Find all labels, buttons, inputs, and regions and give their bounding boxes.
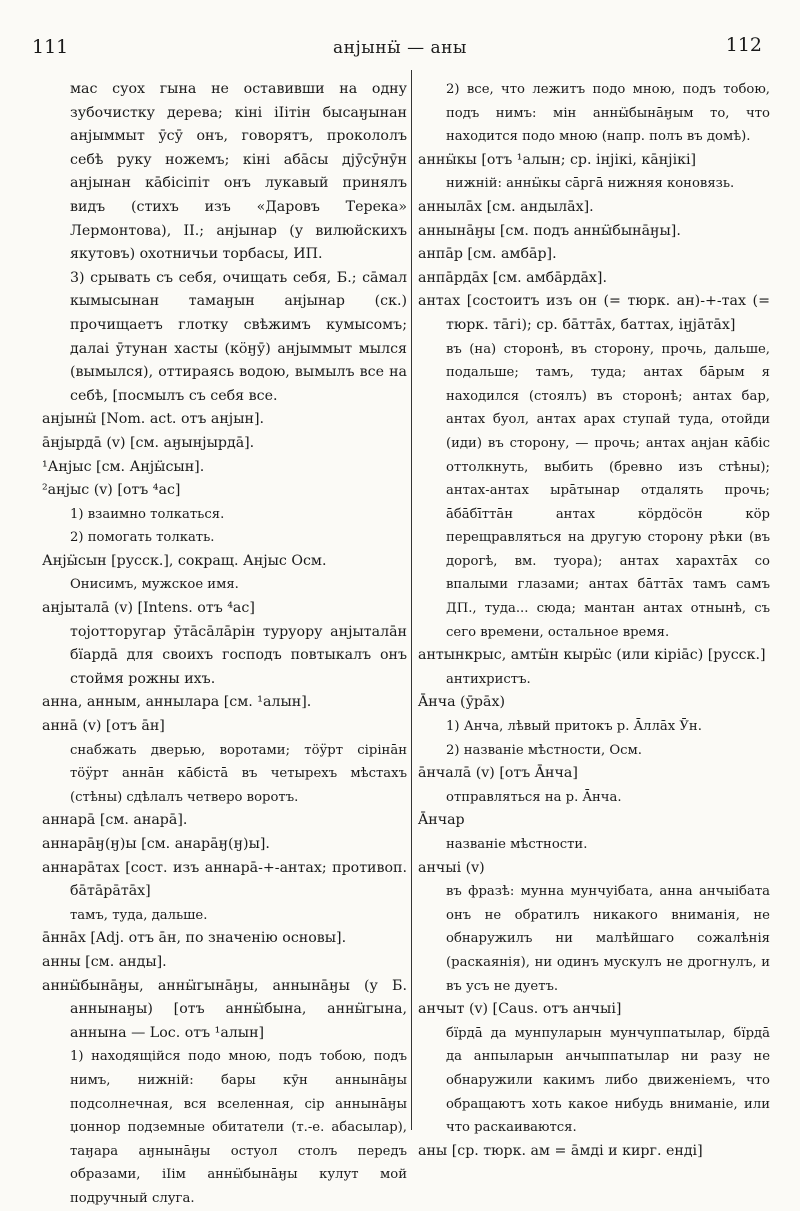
page-number-right: 112 bbox=[725, 34, 762, 56]
running-head: анјынӹ — аны bbox=[333, 38, 467, 58]
dictionary-entry: анпāр [см. амбāр]. bbox=[418, 246, 557, 263]
dictionary-entry: анны [см. анды]. bbox=[42, 953, 167, 970]
dictionary-entry: анчыт (v) [Caus. отъ анчыі] bbox=[418, 1001, 622, 1018]
entry-definition: названіе мѣстности. bbox=[446, 837, 588, 852]
dictionary-entry: аннарāтах [сост. изъ аннарā-+-антах; противоп. бāтāрāтāх] bbox=[42, 859, 407, 900]
entry-definition: 2) все, что лежитъ подо мною, подъ тобою, подъ нимъ: мін аннӹбынāӈым то, что находится подо мною (напр. полъ въ домѣ). bbox=[446, 82, 770, 145]
right-column bbox=[418, 78, 770, 1163]
dictionary-entry: ¹Анјыс [см. Анјӹсын]. bbox=[42, 458, 205, 475]
dictionary-entry: анпāрдāх [см. амбāрдāх]. bbox=[418, 269, 607, 286]
dictionary-entry: анјынӹ [Nom. act. отъ анјын]. bbox=[42, 411, 264, 428]
entry-definition: нижній: аннӹкы сāргā нижняя коновязь. bbox=[446, 176, 735, 192]
entry-definition: отправляться на р. Āнча. bbox=[446, 789, 622, 805]
page-header bbox=[0, 36, 800, 66]
dictionary-entry: Āнчар bbox=[418, 812, 465, 829]
dictionary-entry: ²анјыс (v) [отъ ⁴ас] bbox=[42, 482, 181, 499]
dictionary-entry: Анјӹсын [русск.], сокращ. Анјыс Осм. bbox=[42, 552, 327, 569]
entry-definition: въ фразѣ: мунна мунчуібата, анна анчыібата онъ не обратилъ никакого вниманія, не обнаружилъ ни малѣйшаго сожалѣнія (раскаянія), ни одинъ мускулъ не дрогнулъ, и въ усъ не дуетъ. bbox=[446, 884, 770, 994]
entry-definition: 1) находящійся подо мною, подъ тобою, подъ нимъ, нижній: бары кӯн аннынāӈы подсолнечная, вся вселенная, сір аннынāӈы џоннор подземные обитатели (т.-е. абасылар), таӈара аӈнынāӈы остуол столъ передъ образами, іІім аннӹбынāӈы кулут мой подручный слуга. bbox=[70, 1049, 407, 1206]
dictionary-entry: аннынāӈы [см. подъ аннӹбынāӈы]. bbox=[418, 222, 681, 239]
entry-definition: тојотторугар ӯтāсāлāрін туруору анјыталāн бїардā для своихъ господъ повтыкалъ онъ стоймя рожны ихъ. bbox=[70, 623, 407, 687]
dictionary-entry: антынкрыс, амтӹн кырӹс (или кіріāс) [русск.] bbox=[418, 647, 766, 664]
entry-definition: 2) помогать толкать. bbox=[70, 530, 215, 546]
entry-definition: тамъ, туда, дальше. bbox=[70, 907, 208, 923]
dictionary-entry: āннāх [Adj. отъ āн, по значенію основы]. bbox=[42, 930, 347, 947]
dictionary-entry: āнјырдā (v) [см. аӈынјырдā]. bbox=[42, 434, 255, 451]
dictionary-entry: аннарāӈ(ӈ)ы [см. анарāӈ(ӈ)ы]. bbox=[42, 836, 270, 852]
entry-definition: въ (на) сторонѣ, въ сторону, прочь, дальше, подальше; тамъ, туда; антах бāрым я находился (стоялъ) въ сторонѣ; антах бар, антах буол, антах арах ступай туда, отойди (иди) въ сторону, — прочь; антах анјан кāбіс оттолкнуть, выбить (бревно изъ стѣны); антах-антах ырāтынар отдалять прочь; āбāбīттāн антах кӧрдӧсӧн кӧр перещравляться на другую сторону рѣки (въ дорогѣ, вм. туора); антах харахтāх со впалыми глазами; антах бāттāх тамъ самъ ДП., туда... сюда; мантан антах отнынѣ, съ сего времени, остальное время. bbox=[446, 341, 770, 640]
dictionary-entry: аннӹкы [отъ ¹алын; ср. інјікі, кāнјікі] bbox=[418, 151, 697, 168]
dictionary-entry: аннарā [см. анарā]. bbox=[42, 812, 188, 829]
dictionary-entry: анјыталā (v) [Intens. отъ ⁴ас] bbox=[42, 600, 255, 617]
dictionary-entry: анчыі (v) bbox=[418, 859, 485, 876]
entry-definition: антихристъ. bbox=[446, 671, 531, 687]
column-divider bbox=[411, 70, 412, 1130]
entry-definition: мас суох гына не оставивши на одну зубочистку дерева; кіні іӀітін бысаӈынан анјыммыт ӯсӯ онъ, говорятъ, прокололъ себѣ руку ножемъ; кіні абāсы дјӯсӯнӯн анјынан кāбісіпіт онъ лукавый принялъ видъ (стихъ изъ «Даровъ Терека» Лермонтова), ІІ.; анјынар (у вилюйскихъ якутовъ) охотничьи торбасы, ИП. bbox=[70, 81, 407, 263]
entry-definition: 1) взаимно толкаться. bbox=[70, 506, 225, 522]
page-number-left: 111 bbox=[32, 36, 69, 58]
dictionary-entry: анна, анным, аннылара [см. ¹алын]. bbox=[42, 694, 312, 711]
dictionary-entry: антах [состоитъ изъ он (= тюрк. ан)-+-тах (= тюрк. тāгі); ср. бāттāх, баттах, іӈјāтāх] bbox=[418, 293, 770, 333]
dictionary-entry: аны [ср. тюрк. ам = āмді и кирг. енді] bbox=[418, 1142, 703, 1159]
dictionary-entry: āнчалā (v) [отъ Āнча] bbox=[418, 765, 578, 782]
dictionary-entry: аннылāх [см. андылāх]. bbox=[418, 198, 594, 215]
entry-definition: 1) Анча, лѣвый притокъ р. Āллāх Ӯн. bbox=[446, 719, 702, 735]
dictionary-entry: аннā (v) [отъ āн] bbox=[42, 718, 165, 735]
dictionary-entry: аннӹбынāӈы, аннӹгынāӈы, аннынāӈы (у Б. аннынаӈы) [отъ аннӹбына, аннӹгына, аннына — Loc. отъ ¹алын] bbox=[42, 977, 407, 1041]
left-column bbox=[42, 78, 407, 1211]
entry-definition: снабжать дверью, воротами; тӧӱрт сірінāн тӧӱрт аннāн кāбістā въ четырехъ мѣстахъ (стѣны) сдѣлалъ четверо воротъ. bbox=[70, 742, 407, 805]
dictionary-entry: Āнча (ӯрāх) bbox=[418, 694, 506, 711]
entry-definition: бїрдā да мунпуларын мунчуппатылар, бїрдā да анпыларын анчыппатылар ни разу не обнаружили какимъ либо движеніемъ, что обращаютъ хоть какое нибудь вниманіе, или что раскаиваются. bbox=[446, 1025, 770, 1136]
entry-definition: 3) срывать съ себя, очищать себя, Б.; сāмал кымысынан тамаӈын анјынар (ск.) прочищаетъ глотку свѣжимъ кумысомъ; далаі ӯтунан хасты (кӧӈӯ) анјыммыт мылся (вымылся), оттираясь водою, вымылъ все на себѣ, [посмылъ съ себя все. bbox=[70, 269, 407, 404]
entry-definition: Онисимъ, мужское имя. bbox=[70, 577, 239, 593]
entry-definition: 2) названіе мѣстности, Осм. bbox=[446, 742, 642, 758]
